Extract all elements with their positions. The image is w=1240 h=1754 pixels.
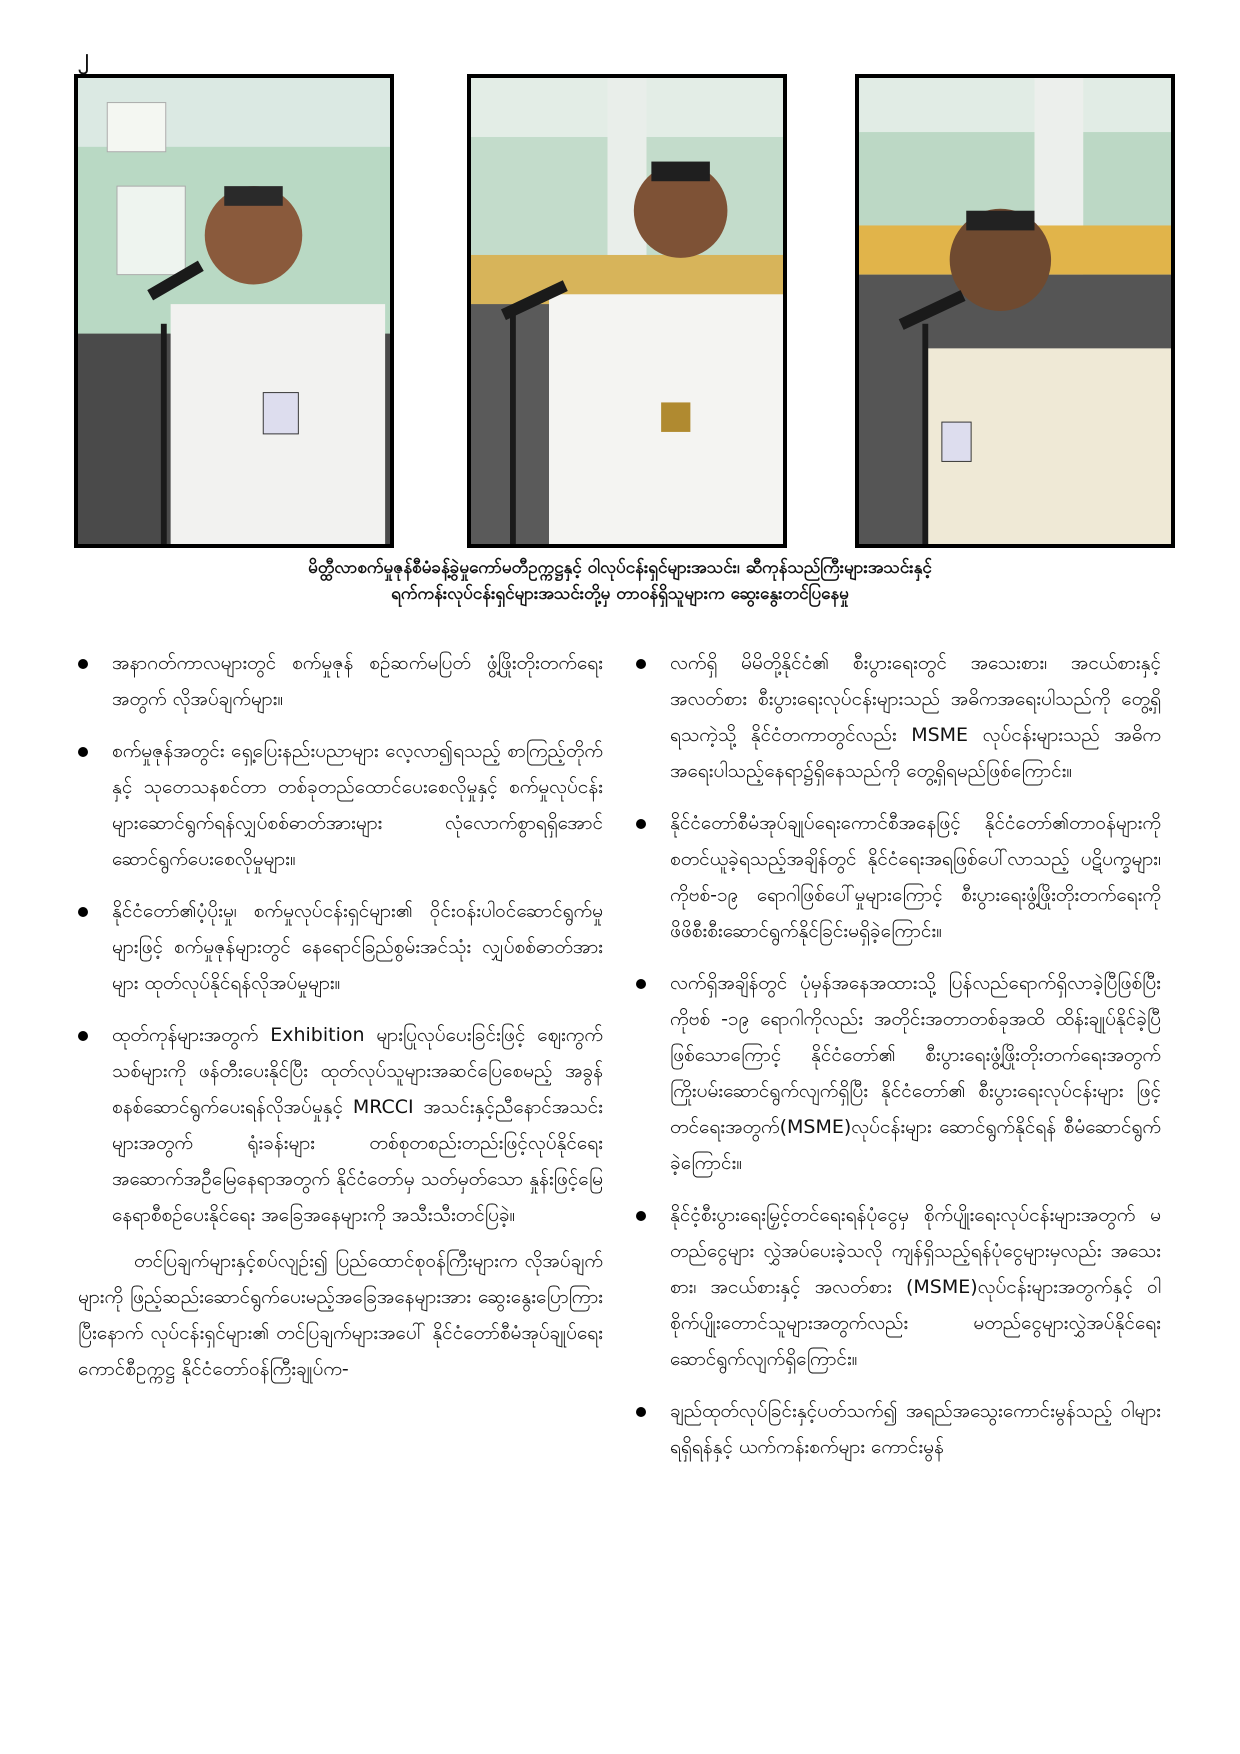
caption-line-2: ရက်ကန်းလုပ်ငန်းရှင်များအသင်းတို့မှ တာဝန်ရှိသူများက ဆွေးနွေးတင်ပြနေမှု [391,584,849,604]
page-number: ၂ [78,45,89,70]
right-column [636,645,1161,1481]
bullet-icon [636,659,646,669]
bullet-icon [78,747,88,757]
body-paragraph: တင်ပြချက်များနှင့်စပ်လျဉ်း၍ ပြည်ထောင်စုဝန်ကြီးများက လိုအပ်ချက်များကို ဖြည့်ဆည်းဆောင်ရွက်ပေးမည့်အခြေအနေများအား ဆွေးနွေးပြောကြားပြီးနောက် လုပ်ငန်းရှင်များ၏ တင်ပြချက်များအပေါ် နိုင်ငံတော်စီမံအုပ်ချုပ်ရေးကောင်စီဥက္ကဋ္ဌ နိုင်ငံတော်ဝန်ကြီးချုပ်က- [78,1250,603,1380]
photo-caption [90,555,1150,607]
list-item: နိုင်ငံ့စီးပွားရေးမြှင့်တင်ရေးရန်ပုံငွေမှ စိုက်ပျိုးရေးလုပ်ငန်းများအတွက် မတည်ငွေများ လွှဲအပ်ပေးခဲ့သလို ကျန်ရှိသည့်ရန်ပုံငွေများမှလည်း အသေးစား၊ အငယ်စားနှင့် အလတ်စား (MSME)လုပ်ငန်းများအတွက်နှင့် ဝါစိုက်ပျိုးတောင်သူများအတွက်လည်း မတည်ငွေများလွှဲအပ်နိုင်ရေး ဆောင်ရွက်လျက်ရှိကြောင်း။ [636,1197,1161,1377]
bullet-icon [78,659,88,669]
list-item: စက်မှုဇုန်အတွင်း ရှေ့ပြေးနည်းပညာများ လေ့လာ၍ရသည့် စာကြည့်တိုက်နှင့် သုတေသနစင်တာ တစ်ခုတည်ထောင်ပေးစေလိုမှုနှင့် စက်မှုလုပ်ငန်းများဆောင်ရွက်ရန်လျှပ်စစ်ဓာတ်အားများ လုံလောက်စွာရရှိအောင် ဆောင်ရွက်ပေးစေလိုမှုများ။ [78,733,603,877]
bullet-icon [78,1031,88,1041]
bullet-icon [636,1407,646,1417]
list-item: ထုတ်ကုန်များအတွက် Exhibition များပြုလုပ်ပေးခြင်းဖြင့် ဈေးကွက်သစ်များကို ဖန်တီးပေးနိုင်ပြီး ထုတ်လုပ်သူများအဆင်ပြေစေမည့် အခွန်စနစ်ဆောင်ရွက်ပေးရန်လိုအပ်မှုနှင့် MRCCI အသင်းနှင့်ညီနောင်အသင်းများအတွက် ရုံးခန်းများ တစ်စုတစည်းတည်းဖြင့်လုပ်နိုင်ရေး အဆောက်အဦမြေနေရာအတွက် နိုင်ငံတော်မှ သတ်မှတ်သော နှုန်းဖြင့်မြေနေရာစီစဉ်ပေးနိုင်ရေး အခြေအနေများကို အသီးသီးတင်ပြခဲ့။ [78,1017,603,1233]
left-column [78,645,603,1387]
caption-line-1: မိတ္ထီလာစက်မှုဇုန်စီမံခန့်ခွဲမှုကော်မတီဥက္ကဋ္ဌနှင့် ဝါလုပ်ငန်းရှင်များအသင်း၊ ဆီကုန်သည်ကြီးများအသင်းနှင့် [308,558,932,578]
bullet-icon [636,819,646,829]
bullet-icon [78,907,88,917]
list-item: အနာဂတ်ကာလများတွင် စက်မှုဇုန် စဉ်ဆက်မပြတ် ဖွံ့ဖြိုးတိုးတက်ရေးအတွက် လိုအပ်ချက်များ။ [78,645,603,717]
speaker-photo-1 [74,74,394,548]
list-item: လက်ရှိ မိမိတို့နိုင်ငံ၏ စီးပွားရေးတွင် အသေးစား၊ အငယ်စားနှင့် အလတ်စား စီးပွားရေးလုပ်ငန်းများသည် အဓိကအရေးပါသည်ကို တွေ့ရှိရသကဲ့သို့ နိုင်ငံတကာတွင်လည်း MSME လုပ်ငန်းများသည် အဓိကအရေးပါသည့်နေရာ၌ရှိနေသည်ကို တွေ့ရှိရမည်ဖြစ်ကြောင်း။ [636,645,1161,789]
speaker-photo-3 [855,74,1175,548]
list-item: ချည်ထုတ်လုပ်ခြင်းနှင့်ပတ်သက်၍ အရည်အသွေးကောင်းမွန်သည့် ဝါများရရှိရန်နှင့် ယက်ကန်းစက်များ ကောင်းမွန် [636,1393,1161,1465]
bullet-icon [636,979,646,989]
speaker-photo-2 [467,74,787,548]
bullet-icon [636,1211,646,1221]
list-item: လက်ရှိအချိန်တွင် ပုံမှန်အနေအထားသို့ ပြန်လည်ရောက်ရှိလာခဲ့ပြီဖြစ်ပြီး ကိုဗစ် -၁၉ ရောဂါကိုလည်း အတိုင်းအတာတစ်ခုအထိ ထိန်းချုပ်နိုင်ခဲ့ပြီဖြစ်သောကြောင့် နိုင်ငံတော်၏ စီးပွားရေးဖွံ့ဖြိုးတိုးတက်ရေးအတွက် ကြိုးပမ်းဆောင်ရွက်လျက်ရှိပြီး နိုင်ငံတော်၏ စီးပွားရေးလုပ်ငန်းများ ဖြင့်တင်ရေးအတွက်(MSME)လုပ်ငန်းများ ဆောင်ရွက်နိုင်ရန် စီမံဆောင်ရွက်ခဲ့ကြောင်း။ [636,965,1161,1181]
list-item: နိုင်ငံတော်စီမံအုပ်ချုပ်ရေးကောင်စီအနေဖြင့် နိုင်ငံတော်၏တာဝန်များကို စတင်ယူခဲ့ရသည့်အချိန်တွင် နိုင်ငံရေးအရဖြစ်ပေါ်လာသည့် ပဋိပက္ခများ၊ ကိုဗစ်-၁၉ ရောဂါဖြစ်ပေါ်မှုများကြောင့် စီးပွားရေးဖွံ့ဖြိုးတိုးတက်ရေးကို ဖိဖိစီးစီးဆောင်ရွက်နိုင်ခြင်းမရှိခဲ့ကြောင်း။ [636,805,1161,949]
list-item: နိုင်ငံတော်၏ပံ့ပိုးမှု၊ စက်မှုလုပ်ငန်းရှင်များ၏ ဝိုင်းဝန်းပါဝင်ဆောင်ရွက်မှုများဖြင့် စက်မှုဇုန်များတွင် နေရောင်ခြည်စွမ်းအင်သုံး လျှပ်စစ်ဓာတ်အားများ ထုတ်လုပ်နိုင်ရန်လိုအပ်မှုများ။ [78,893,603,1001]
